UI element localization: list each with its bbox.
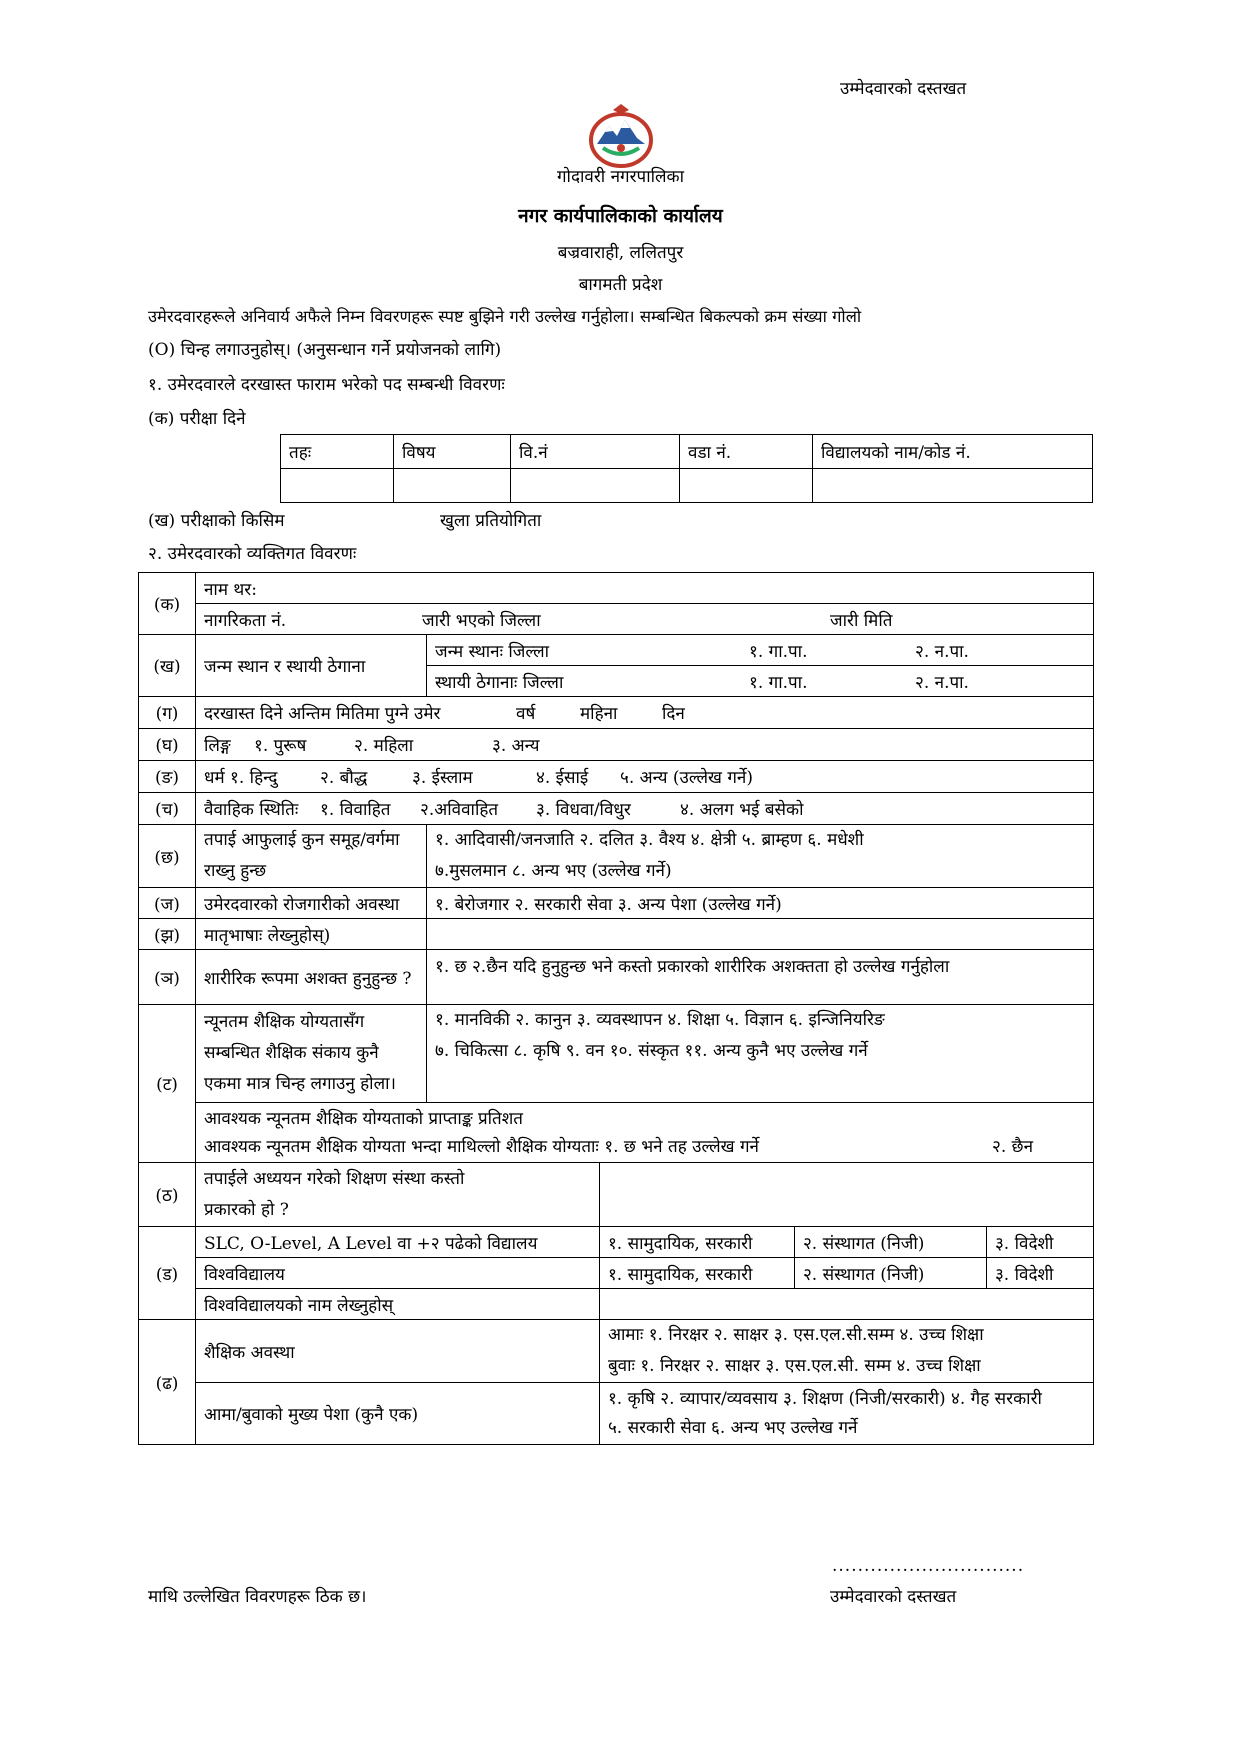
religion-christian-option[interactable]: ४. ईसाई (536, 768, 589, 788)
office-title: नगर कार्यपालिकाको कार्यालय (518, 205, 723, 227)
gender-other-option[interactable]: ३. अन्य (492, 736, 540, 756)
school-private-option[interactable]: २. संस्थागत (निजी) (794, 1227, 986, 1258)
col-subject: विषय (394, 435, 511, 469)
province-name: बागमती प्रदेश (578, 275, 663, 295)
faculty-options-line-1[interactable]: १. मानविकी २. कानुन ३. व्यवस्थापन ४. शिक्षा ५. विज्ञान ६. इन्जिनियरिङ (435, 1010, 885, 1030)
gender-male-option[interactable]: १. पुरूष (254, 736, 307, 756)
employment-options[interactable]: १. बेरोजगार २. सरकारी सेवा ३. अन्य पेशा (उल्लेख गर्ने) (427, 888, 1094, 919)
row-gha-label: (घ) (139, 729, 196, 761)
col-ward-no: वडा नं. (680, 435, 813, 469)
marital-married-option[interactable]: १. विवाहित (320, 800, 391, 820)
higher-qualification-yes-option[interactable]: आवश्यक न्यूनतम शैक्षिक योग्यता भन्दा माथिल्लो शैक्षिक योग्यताः १. छ भने तह उल्लेख गर्ने (204, 1136, 759, 1157)
mother-education-options[interactable]: आमाः १. निरक्षर २. साक्षर ३. एस.एल.सी.सम्म ४. उच्च शिक्षा (607, 1325, 984, 1345)
university-name-input[interactable] (599, 1289, 1093, 1320)
gender-label: लिङ्ग (204, 736, 231, 756)
father-education-options[interactable]: बुवाः १. निरक्षर २. साक्षर ३. एस.एल.सी. सम्म ४. उच्च शिक्षा (607, 1356, 981, 1376)
signature-dotted-line: .............................. (832, 1556, 1025, 1576)
permanent-rural-option[interactable]: १. गा.पा. (749, 672, 808, 693)
mother-tongue-question: मातृभाषाः लेख्नुहोस्) (196, 919, 427, 950)
permanent-address-row[interactable] (427, 666, 1094, 697)
parent-education-options[interactable] (599, 1320, 1093, 1383)
employment-question: उमेरदवारको रोजगारीको अवस्था (196, 888, 427, 919)
row-da-label: (ड) (139, 1227, 196, 1320)
birthplace-address-label: जन्म स्थान र स्थायी ठेगाना (196, 635, 427, 697)
parent-occupation-line-2[interactable]: ५. सरकारी सेवा ६. अन्य भए उल्लेख गर्ने (607, 1417, 858, 1438)
col-level: तहः (281, 435, 394, 469)
section-2-title: २. उमेरदवारको व्यक्तिगत विवरणः (148, 544, 357, 564)
disability-options[interactable]: १. छ २.छैन यदि हुनुहुन्छ भने कस्तो प्रकारको शारीरिक अशक्तता हो उल्लेख गर्नुहोला (427, 950, 1094, 1005)
input-subject-no[interactable] (511, 469, 680, 503)
input-ward-no[interactable] (680, 469, 813, 503)
exam-details-table (280, 434, 1093, 503)
personal-details-table (138, 572, 1094, 1445)
marital-unmarried-option[interactable]: २.अविवाहित (420, 800, 499, 820)
institution-question (196, 1163, 600, 1227)
issued-date-label: जारी मिति (830, 610, 893, 631)
religion-row (196, 761, 1094, 793)
group-question-line-2: राख्नु हुन्छ (204, 861, 267, 881)
age-year-label: वर्ष (516, 704, 536, 724)
faculty-options[interactable] (427, 1005, 1094, 1103)
instruction-line-1: उमेरदवारहरूले अनिवार्य अफैले निम्न विवरणहरू स्पष्ट बुझिने गरी उल्लेख गर्नुहोला। सम्बन्धित बिकल्पको क्रम संख्या गोलो (148, 307, 862, 326)
row-nga-label: (ङ) (139, 761, 196, 793)
age-day-label: दिन (662, 704, 685, 724)
parent-occupation-label: आमा/बुवाको मुख्य पेशा (कुनै एक) (196, 1383, 600, 1445)
parent-occupation-options[interactable] (599, 1383, 1093, 1445)
age-label: दरखास्त दिने अन्तिम मितिमा पुग्ने उमेर (204, 704, 441, 724)
row-jha-label: (झ) (139, 919, 196, 950)
faculty-question-line-3: एकमा मात्र चिन्ह लगाउनु होला। (204, 1074, 396, 1094)
section-1-title: १. उमेरदवारले दरखास्त फाराम भरेको पद सम्बन्धी विवरणः (148, 375, 505, 395)
marital-label: वैवाहिक स्थितिः (204, 800, 299, 820)
qualification-row[interactable] (196, 1103, 1094, 1163)
row-ja-label: (ज) (139, 888, 196, 919)
row-chha-label: (छ) (139, 825, 196, 888)
group-question (196, 825, 427, 888)
office-address: बज्रवाराही, ललितपुर (557, 243, 684, 263)
marital-separated-option[interactable]: ४. अलग भई बसेको (680, 800, 804, 820)
row-dha-label: (ढ) (139, 1320, 196, 1445)
citizenship-no-label: नागरिकता नं. (204, 610, 287, 631)
university-name-label: विश्वविद्यालयको नाम लेख्नुहोस् (196, 1289, 600, 1320)
row-ta-label: (ट) (139, 1005, 196, 1163)
exam-type-value: खुला प्रतियोगिता (440, 511, 542, 531)
row-ka-label: (क) (139, 573, 196, 635)
row-nya-label: (ञ) (139, 950, 196, 1005)
col-school-name: विद्यालयको नाम/कोड नं. (813, 435, 1093, 469)
input-level[interactable] (281, 469, 394, 503)
religion-buddhist-option[interactable]: २. बौद्ध (320, 768, 368, 788)
faculty-question-line-2: सम्बन्धित शैक्षिक संकाय कुनै (204, 1043, 379, 1063)
university-community-option[interactable]: १. सामुदायिक, सरकारी (599, 1258, 794, 1289)
issued-district-label: जारी भएको जिल्ला (422, 610, 541, 631)
school-type-label: SLC, O-Level, A Level वा +२ पढेको विद्यालय (196, 1227, 600, 1258)
col-subject-no: वि.नं (511, 435, 680, 469)
group-options-line-1[interactable]: १. आदिवासी/जनजाति २. दलित ३. वैश्य ४. क्षेत्री ५. ब्राम्हण ६. मधेशी (435, 830, 864, 850)
religion-hindu-option[interactable]: धर्म १. हिन्दु (204, 768, 278, 788)
gender-row (196, 729, 1094, 761)
marital-widow-option[interactable]: ३. विधवा/विधुर (536, 800, 631, 820)
university-type-label: विश्वविद्यालय (196, 1258, 600, 1289)
religion-islam-option[interactable]: ३. ईस्लाम (412, 768, 473, 788)
gender-female-option[interactable]: २. महिला (354, 736, 414, 756)
parent-occupation-line-1[interactable]: १. कृषि २. व्यापार/व्यवसाय ३. शिक्षण (निजी/सरकारी) ४. गैह सरकारी (607, 1388, 1042, 1409)
school-foreign-option[interactable]: ३. विदेशी (986, 1227, 1093, 1258)
name-field[interactable]: नाम थर: (196, 573, 1094, 604)
faculty-question-line-1: न्यूनतम शैक्षिक योग्यतासँग (204, 1012, 365, 1032)
school-community-option[interactable]: १. सामुदायिक, सरकारी (599, 1227, 794, 1258)
row-cha-label: (च) (139, 793, 196, 825)
input-subject[interactable] (394, 469, 511, 503)
row-tha-label: (ठ) (139, 1163, 196, 1227)
faculty-options-line-2[interactable]: ७. चिकित्सा ८. कृषि ९. वन १०. संस्कृत ११. अन्य कुनै भए उल्लेख गर्ने (435, 1041, 868, 1061)
religion-other-option[interactable]: ५. अन्य (उल्लेख गर्ने) (620, 768, 754, 788)
exam-giving-label: (क) परीक्षा दिने (148, 409, 246, 429)
input-school-name[interactable] (813, 469, 1093, 503)
disability-question: शारीरिक रूपमा अशक्त हुनुहुन्छ ? (196, 950, 427, 1005)
mother-tongue-input[interactable] (427, 919, 1094, 950)
bottom-signature-label: उम्मेदवारको दस्तखत (830, 1587, 957, 1607)
birthplace-urban-option[interactable]: २. न.पा. (915, 641, 969, 662)
row-kha-label: (ख) (139, 635, 196, 697)
group-options[interactable] (427, 825, 1094, 888)
institution-question-line-1: तपाईले अध्ययन गरेको शिक्षण संस्था कस्तो (204, 1168, 465, 1189)
qualification-percent-label: आवश्यक न्यूनतम शैक्षिक योग्यताको प्राप्ताङ्क प्रतिशत (204, 1108, 523, 1129)
row-ga-label: (ग) (139, 697, 196, 729)
higher-qualification-no-option[interactable]: २. छैन (992, 1136, 1033, 1157)
age-month-label: महिना (580, 704, 618, 724)
university-foreign-option[interactable]: ३. विदेशी (986, 1258, 1093, 1289)
institution-question-line-2: प्रकारको हो ? (204, 1199, 289, 1220)
declaration-text: माथि उल्लेखित विवरणहरू ठिक छ। (148, 1587, 367, 1607)
birthplace-rural-option[interactable]: १. गा.पा. (749, 641, 808, 662)
permanent-urban-option[interactable]: २. न.पा. (915, 672, 969, 693)
birthplace-district-label: जन्म स्थानः जिल्ला (435, 641, 550, 662)
marital-row (196, 793, 1094, 825)
group-options-line-2[interactable]: ७.मुसलमान ८. अन्य भए (उल्लेख गर्ने) (435, 861, 672, 881)
permanent-district-label: स्थायी ठेगानाः जिल्ला (435, 672, 564, 693)
citizenship-row[interactable] (196, 604, 1094, 635)
university-private-option[interactable]: २. संस्थागत (निजी) (794, 1258, 986, 1289)
top-signature-label: उम्मेदवारको दस्तखत (840, 79, 967, 99)
parent-education-label: शैक्षिक अवस्था (196, 1320, 600, 1383)
municipality-name: गोदावरी नगरपालिका (556, 167, 685, 187)
exam-type-label: (ख) परीक्षाको किसिम (148, 511, 285, 531)
faculty-question (196, 1005, 427, 1103)
nepal-emblem-icon (583, 104, 659, 170)
instruction-line-2: (O) चिन्ह लगाउनुहोस्। (अनुसन्धान गर्ने प्रयोजनको लागि) (148, 340, 502, 360)
group-question-line-1: तपाई आफुलाई कुन समूह/वर्गमा (204, 830, 400, 850)
age-row[interactable] (196, 697, 1094, 729)
institution-answer[interactable] (599, 1163, 1093, 1227)
birthplace-row[interactable] (427, 635, 1094, 666)
